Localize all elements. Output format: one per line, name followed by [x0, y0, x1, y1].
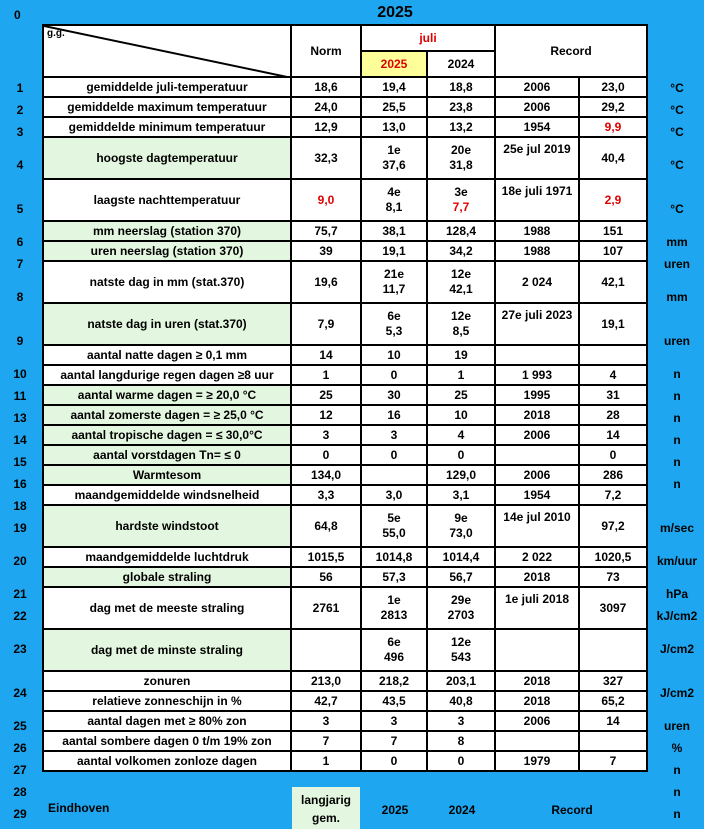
table-row [43, 385, 647, 405]
value-2024 [427, 303, 495, 345]
norm-value: 213,0 [291, 671, 361, 691]
value-2024: 203,1 [427, 671, 495, 691]
value-2025-day: 1e [387, 143, 401, 157]
row-number: 22 [13, 609, 27, 623]
value-2025-value: 5,3 [385, 324, 403, 338]
norm-value: 9,0 [291, 179, 361, 221]
record-year: 2006 [495, 77, 579, 97]
value-2025 [361, 465, 427, 485]
row-number: 16 [13, 477, 27, 491]
table-row [43, 241, 647, 261]
record-value: 65,2 [579, 691, 647, 711]
record-year: 2006 [495, 97, 579, 117]
value-2025 [361, 179, 427, 221]
record-value: 97,2 [579, 505, 647, 547]
record-year: 18e juli 1971 [495, 179, 579, 221]
row-number: 13 [13, 411, 27, 425]
table-row [43, 629, 647, 671]
record-value: 0 [579, 445, 647, 465]
norm-value: 12,9 [291, 117, 361, 137]
value-2024-day: 12e [450, 309, 472, 323]
row-label: aantal tropische dagen = ≤ 30,0°C [43, 425, 291, 445]
value-2024 [427, 261, 495, 303]
row-label: aantal volkomen zonloze dagen [43, 751, 291, 771]
table-row [43, 671, 647, 691]
record-year: 25e jul 2019 [495, 137, 579, 179]
value-2024: 18,8 [427, 77, 495, 97]
value-2025: 43,5 [361, 691, 427, 711]
row-label: hoogste dagtemperatuur [43, 137, 291, 179]
value-2025 [361, 587, 427, 629]
value-2024: 1014,4 [427, 547, 495, 567]
norm-value: 24,0 [291, 97, 361, 117]
row-number: 14 [13, 433, 27, 447]
row-number: 18 [13, 499, 27, 513]
value-2025: 10 [361, 345, 427, 365]
norm-value: 14 [291, 345, 361, 365]
value-2024-value: 543 [450, 650, 472, 664]
row-label: aantal vorstdagen Tn= ≤ 0 [43, 445, 291, 465]
norm-value: 42,7 [291, 691, 361, 711]
value-2024-value: 7,7 [452, 200, 470, 214]
norm-value: 12 [291, 405, 361, 425]
row-number: 29 [13, 807, 27, 821]
value-2025-day: 5e [387, 511, 401, 525]
norm-value [291, 629, 361, 671]
row-unit: n [673, 389, 681, 403]
row-number: 6 [16, 235, 24, 249]
row-unit: n [673, 763, 681, 777]
row-unit: J/cm2 [659, 642, 695, 656]
row-number: 15 [13, 455, 27, 469]
row-label: relatieve zonneschijn in % [43, 691, 291, 711]
row-label: uren neerslag (station 370) [43, 241, 291, 261]
table-row [43, 221, 647, 241]
record-year: 2018 [495, 691, 579, 711]
table-row [43, 505, 647, 547]
row-number: 3 [16, 125, 24, 139]
row-unit: mm [666, 235, 688, 249]
corner-label: g.g. [47, 28, 65, 39]
value-2024: 13,2 [427, 117, 495, 137]
table-row [43, 567, 647, 587]
value-2024-value: 73,0 [449, 526, 473, 540]
row-unit: m/sec [659, 521, 695, 535]
row-unit: hPa [665, 587, 688, 601]
table-row [43, 445, 647, 465]
row-label: laagste nachttemperatuur [43, 179, 291, 221]
norm-value: 64,8 [291, 505, 361, 547]
header-record: Record [495, 25, 647, 77]
value-2025-value: 8,1 [385, 200, 403, 214]
value-2024-value: 2703 [447, 608, 475, 622]
row-label: aantal natte dagen ≥ 0,1 mm [43, 345, 291, 365]
norm-value: 19,6 [291, 261, 361, 303]
row-number: 25 [13, 719, 27, 733]
table-row [43, 691, 647, 711]
row-label: aantal sombere dagen 0 t/m 19% zon [43, 731, 291, 751]
norm-value: 3 [291, 425, 361, 445]
record-value: 3097 [579, 587, 647, 629]
table-row [43, 731, 647, 751]
row-label: hardste windstoot [43, 505, 291, 547]
value-2024: 0 [427, 751, 495, 771]
row-label: maandgemiddelde luchtdruk [43, 547, 291, 567]
value-2024-value: 42,1 [449, 282, 473, 296]
table-row [43, 547, 647, 567]
row-unit: °C [670, 202, 684, 216]
value-2024: 23,8 [427, 97, 495, 117]
row-unit: n [673, 433, 681, 447]
record-value: 7 [579, 751, 647, 771]
footer-2024-label: 2024 [448, 803, 476, 817]
row-number: 10 [13, 367, 27, 381]
record-year [495, 731, 579, 751]
record-year: 1979 [495, 751, 579, 771]
value-2025: 3,0 [361, 485, 427, 505]
record-value: 107 [579, 241, 647, 261]
table-row [43, 179, 647, 221]
value-2025: 38,1 [361, 221, 427, 241]
value-2024-value: 8,5 [452, 324, 470, 338]
footer-2024 [428, 787, 496, 829]
header-month: juli [361, 25, 495, 51]
record-value: 29,2 [579, 97, 647, 117]
table-row [43, 405, 647, 425]
row-number: 20 [13, 554, 27, 568]
value-2025: 7 [361, 731, 427, 751]
record-year: 27e juli 2023 [495, 303, 579, 345]
record-value: 7,2 [579, 485, 647, 505]
table-row [43, 303, 647, 345]
value-2025-value: 2813 [380, 608, 408, 622]
record-value: 14 [579, 711, 647, 731]
norm-value: 56 [291, 567, 361, 587]
row-unit: uren [663, 257, 690, 271]
row-unit: n [673, 367, 681, 381]
norm-value: 1 [291, 365, 361, 385]
row-number: 5 [16, 202, 24, 216]
row-number: 4 [16, 158, 24, 172]
row-label: aantal langdurige regen dagen ≥8 uur [43, 365, 291, 385]
row-label: maandgemiddelde windsnelheid [43, 485, 291, 505]
header-year-2025: 2025 [361, 51, 427, 77]
row-unit: n [673, 411, 681, 425]
value-2024: 40,8 [427, 691, 495, 711]
value-2025 [361, 261, 427, 303]
corner-cell [43, 25, 291, 77]
table-row [43, 117, 647, 137]
row-label: gemiddelde juli-temperatuur [43, 77, 291, 97]
value-2024-value: 31,8 [449, 158, 473, 172]
record-year [495, 445, 579, 465]
norm-value: 7 [291, 731, 361, 751]
norm-value: 32,3 [291, 137, 361, 179]
record-year: 1e juli 2018 [495, 587, 579, 629]
value-2024 [427, 629, 495, 671]
table-row [43, 77, 647, 97]
value-2024: 3,1 [427, 485, 495, 505]
norm-value: 7,9 [291, 303, 361, 345]
value-2024-day: 9e [454, 511, 468, 525]
row-unit: °C [670, 103, 684, 117]
value-2025-day: 1e [387, 593, 401, 607]
norm-value: 134,0 [291, 465, 361, 485]
record-value: 286 [579, 465, 647, 485]
value-2025: 19,1 [361, 241, 427, 261]
row-number: 2 [16, 103, 24, 117]
row-number: 11 [13, 389, 27, 403]
value-2024 [427, 587, 495, 629]
value-2025 [361, 629, 427, 671]
row-label: gemiddelde minimum temperatuur [43, 117, 291, 137]
record-year: 2006 [495, 425, 579, 445]
record-value: 28 [579, 405, 647, 425]
value-2024: 8 [427, 731, 495, 751]
row-number: 1 [16, 81, 24, 95]
weather-table [42, 24, 648, 772]
record-value [579, 345, 647, 365]
value-2025: 218,2 [361, 671, 427, 691]
value-2025: 25,5 [361, 97, 427, 117]
table-row [43, 711, 647, 731]
value-2024: 128,4 [427, 221, 495, 241]
record-value: 19,1 [579, 303, 647, 345]
record-value: 151 [579, 221, 647, 241]
value-2024-day: 3e [454, 185, 468, 199]
row-label: globale straling [43, 567, 291, 587]
record-value: 73 [579, 567, 647, 587]
value-2025: 30 [361, 385, 427, 405]
footer-norm-line2: gem. [311, 811, 340, 825]
row-number: 28 [13, 785, 27, 799]
value-2024: 4 [427, 425, 495, 445]
row-zero-label: 0 [14, 8, 21, 22]
row-label: gemiddelde maximum temperatuur [43, 97, 291, 117]
table-row [43, 465, 647, 485]
record-value [579, 629, 647, 671]
record-year: 2006 [495, 465, 579, 485]
record-year: 1995 [495, 385, 579, 405]
row-label: aantal zomerste dagen = ≥ 25,0 °C [43, 405, 291, 425]
value-2024: 56,7 [427, 567, 495, 587]
norm-value: 2761 [291, 587, 361, 629]
table-row [43, 261, 647, 303]
row-unit: J/cm2 [659, 686, 695, 700]
table-row [43, 425, 647, 445]
row-unit: n [673, 807, 681, 821]
value-2024: 129,0 [427, 465, 495, 485]
row-unit: mm [666, 290, 688, 304]
row-unit: uren [663, 334, 690, 348]
footer-2025 [362, 787, 428, 829]
record-year [495, 629, 579, 671]
row-unit: °C [670, 81, 684, 95]
row-unit: uren [663, 719, 690, 733]
value-2025-day: 6e [387, 635, 401, 649]
record-year: 1954 [495, 117, 579, 137]
value-2024: 0 [427, 445, 495, 465]
norm-value: 3 [291, 711, 361, 731]
header-year-2024: 2024 [427, 51, 495, 77]
value-2024-day: 29e [450, 593, 472, 607]
record-value: 4 [579, 365, 647, 385]
record-year: 2 022 [495, 547, 579, 567]
row-label: natste dag in mm (stat.370) [43, 261, 291, 303]
value-2025: 0 [361, 445, 427, 465]
table-row [43, 751, 647, 771]
record-value: 40,4 [579, 137, 647, 179]
record-value: 31 [579, 385, 647, 405]
value-2025-day: 21e [383, 267, 405, 281]
row-number: 9 [16, 334, 24, 348]
norm-value: 1 [291, 751, 361, 771]
table-row [43, 345, 647, 365]
norm-value: 25 [291, 385, 361, 405]
value-2025 [361, 505, 427, 547]
row-label: aantal dagen met ≥ 80% zon [43, 711, 291, 731]
footer-norm-line1: langjarig [300, 793, 351, 807]
header-norm: Norm [291, 25, 361, 77]
row-unit: n [673, 455, 681, 469]
norm-value: 0 [291, 445, 361, 465]
value-2025: 0 [361, 365, 427, 385]
page-title: 2025 [377, 4, 413, 21]
row-unit: kJ/cm2 [656, 609, 698, 623]
record-value: 1020,5 [579, 547, 647, 567]
value-2024: 25 [427, 385, 495, 405]
record-value: 2,9 [579, 179, 647, 221]
value-2025-day: 6e [387, 309, 401, 323]
norm-value: 3,3 [291, 485, 361, 505]
diagonal-line-icon [44, 26, 291, 77]
row-unit: n [673, 785, 681, 799]
row-number: 8 [16, 290, 24, 304]
row-label: dag met de minste straling [43, 629, 291, 671]
norm-value: 75,7 [291, 221, 361, 241]
norm-value: 39 [291, 241, 361, 261]
table-row [43, 365, 647, 385]
row-unit: n [673, 477, 681, 491]
record-year [495, 345, 579, 365]
record-year: 2018 [495, 671, 579, 691]
record-year: 2 024 [495, 261, 579, 303]
value-2024: 3 [427, 711, 495, 731]
record-value: 42,1 [579, 261, 647, 303]
table-row [43, 97, 647, 117]
row-label: zonuren [43, 671, 291, 691]
record-year: 2018 [495, 405, 579, 425]
value-2024 [427, 505, 495, 547]
record-year: 1 993 [495, 365, 579, 385]
row-number: 19 [13, 521, 27, 535]
footer-location: Eindhoven [48, 801, 110, 815]
record-value: 14 [579, 425, 647, 445]
value-2025: 13,0 [361, 117, 427, 137]
record-year: 1988 [495, 221, 579, 241]
norm-value: 1015,5 [291, 547, 361, 567]
row-label: aantal warme dagen = ≥ 20,0 °C [43, 385, 291, 405]
footer-record-label: Record [551, 803, 593, 817]
table-row [43, 137, 647, 179]
value-2025 [361, 303, 427, 345]
norm-value: 18,6 [291, 77, 361, 97]
value-2024-day: 12e [450, 635, 472, 649]
value-2025-value: 37,6 [382, 158, 406, 172]
row-label: mm neerslag (station 370) [43, 221, 291, 241]
value-2024-day: 20e [450, 143, 472, 157]
value-2025: 3 [361, 711, 427, 731]
value-2025 [361, 137, 427, 179]
footer-location-cell [42, 787, 290, 829]
row-number: 27 [13, 763, 27, 777]
value-2024: 19 [427, 345, 495, 365]
footer-record [496, 787, 648, 829]
row-number: 23 [13, 642, 27, 656]
value-2025: 19,4 [361, 77, 427, 97]
value-2025: 16 [361, 405, 427, 425]
row-unit: °C [670, 158, 684, 172]
footer-norm-cell [292, 787, 360, 829]
row-unit: °C [670, 125, 684, 139]
value-2025: 0 [361, 751, 427, 771]
value-2025-value: 11,7 [382, 282, 406, 296]
footer-2025-label: 2025 [381, 803, 409, 817]
row-number: 21 [13, 587, 27, 601]
record-year: 2018 [495, 567, 579, 587]
value-2025: 1014,8 [361, 547, 427, 567]
record-value: 327 [579, 671, 647, 691]
record-year: 14e jul 2010 [495, 505, 579, 547]
record-value [579, 731, 647, 751]
row-unit: % [671, 741, 683, 755]
row-label: natste dag in uren (stat.370) [43, 303, 291, 345]
value-2025-value: 55,0 [382, 526, 406, 540]
value-2024 [427, 179, 495, 221]
record-year: 1954 [495, 485, 579, 505]
row-number: 24 [13, 686, 27, 700]
value-2024: 1 [427, 365, 495, 385]
row-label: Warmtesom [43, 465, 291, 485]
value-2025: 57,3 [361, 567, 427, 587]
table-row [43, 587, 647, 629]
value-2025-value: 496 [383, 650, 405, 664]
row-number: 26 [13, 741, 27, 755]
row-label: dag met de meeste straling [43, 587, 291, 629]
value-2025: 3 [361, 425, 427, 445]
value-2024-day: 12e [450, 267, 472, 281]
row-unit: km/uur [656, 554, 697, 568]
value-2024 [427, 137, 495, 179]
record-value: 9,9 [579, 117, 647, 137]
value-2024: 10 [427, 405, 495, 425]
value-2025-day: 4e [387, 185, 401, 199]
table-row [43, 485, 647, 505]
value-2024: 34,2 [427, 241, 495, 261]
record-year: 1988 [495, 241, 579, 261]
record-year: 2006 [495, 711, 579, 731]
record-value: 23,0 [579, 77, 647, 97]
row-number: 7 [16, 257, 24, 271]
